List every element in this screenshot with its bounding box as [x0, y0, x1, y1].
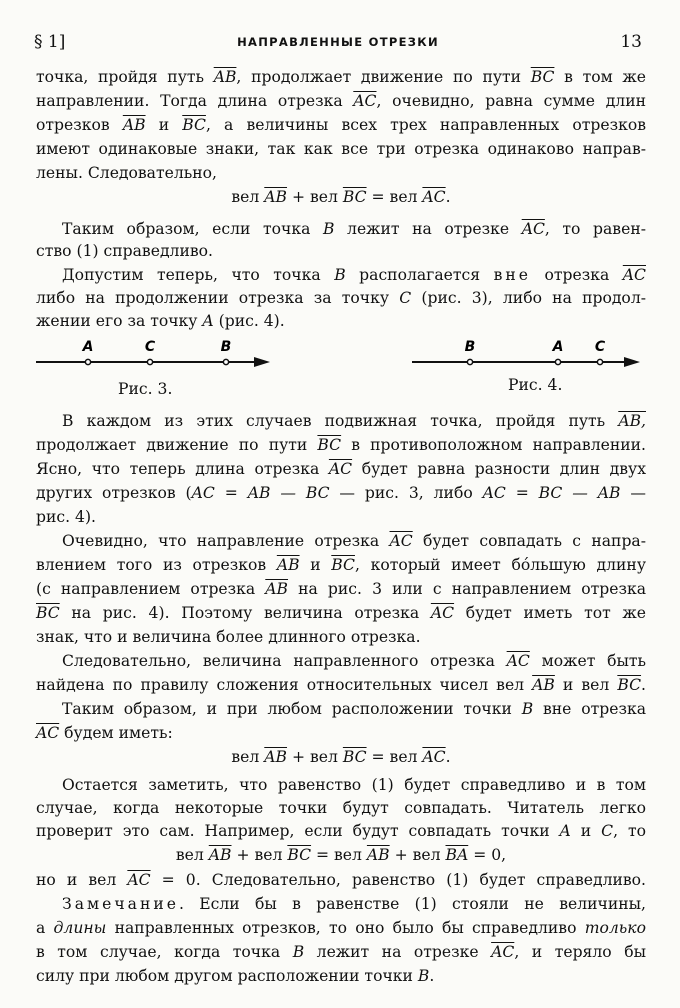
text-line: лены. Следовательно, — [36, 164, 217, 182]
figure-4-caption: Рис. 4. — [508, 376, 563, 394]
point-marker — [555, 359, 560, 364]
point-label: C — [594, 339, 606, 355]
text-line: (с направлением отрезка $\overline{AB}$ на рис. 3 или с направлением отрезка — [36, 580, 646, 598]
text-line: ство (1) справедливо. — [36, 242, 213, 260]
point-label: C — [144, 339, 156, 355]
point-label: B — [220, 339, 232, 355]
text-line: проверит это сам. Например, если будут совпадать точки A и C, то — [36, 822, 646, 840]
text-line: Таким образом, и при любом расположении точки B вне отрезка — [62, 700, 646, 718]
formula-3: вел $\overline{AB}$ + вел $\overline{BC}$ = вел $\overline{AB}$ + вел $\overline{BA} = 0$, — [175, 846, 507, 864]
text-line: продолжает движение по пути $\overline{BC}$ в противоположном направлении. — [36, 436, 646, 454]
text-line: но и вел $\overline{AC} = 0$. Следовательно, равенство (1) будет справедливо. — [36, 871, 646, 889]
running-header — [22, 32, 654, 54]
text-line: в том случае, когда точка B лежит на отрезке $\overline{AC}$, и теряло бы — [36, 943, 646, 961]
figure-3-caption: Рис. 3. — [118, 380, 173, 398]
text-line: отрезков $\overline{AB}$ и $\overline{BC}$, а величины всех трех направленных отрезков — [36, 116, 647, 134]
formula-1: вел $\overline{AB}$ + вел $\overline{BC}$ = вел $\overline{AC}$. — [231, 188, 451, 206]
text-line: Допустим теперь, что точка B располагается вне отрезка $\overline{AC}$ — [62, 266, 646, 284]
text-line: знак, что и величина более длинного отрезка. — [36, 628, 421, 646]
text-line: Таким образом, если точка B лежит на отрезке $\overline{AC}$, то равен- — [62, 220, 646, 238]
point-marker — [597, 359, 602, 364]
text-line: влением того из отрезков $\overline{AB}$ и $\overline{BC}$, который имеет бóльшую длину — [36, 556, 646, 574]
text-line: Остается заметить, что равенство (1) будет справедливо и в том — [62, 776, 646, 794]
point-label: A — [82, 339, 94, 355]
running-title: НАПРАВЛЕННЫЕ ОТРЕЗКИ — [237, 35, 439, 49]
remark-line: Замечание. Если бы в равенстве (1) стояли не величины, — [62, 895, 646, 913]
text-line: направлении. Тогда длина отрезка $\overline{AC}$, очевидно, равна сумме длин — [36, 92, 646, 110]
page-number: 13 — [620, 32, 642, 52]
text-line: а длины направленных отрезков, то оно было бы справедливо только — [36, 919, 646, 937]
text-line: случае, когда некоторые точки будут совпадать. Читатель легко — [36, 799, 646, 817]
text-line: либо на продолжении отрезка за точку C (рис. 3), либо на продол- — [36, 289, 646, 307]
text-line: найдена по правилу сложения относительных чисел вел $\overline{AB}$ и вел $\overline{BC}$. — [36, 676, 646, 694]
text-line: точка, пройдя путь $\overline{AB}$, продолжает движение по пути $\overline{BC}$ в том же — [36, 68, 646, 86]
text-line: рис. 4). — [36, 508, 96, 526]
text-line: Ясно, что теперь длина отрезка $\overline{AC}$ будет равна разности длин двух — [36, 460, 646, 478]
text-line: жении его за точку A (рис. 4). — [36, 312, 285, 330]
text-line: имеют одинаковые знаки, так как все три отрезка одинаково направ- — [36, 140, 646, 158]
text-line: В каждом из этих случаев подвижная точка, пройдя путь AB, — [62, 412, 646, 430]
arrow-head — [624, 357, 640, 367]
text-line: Очевидно, что направление отрезка $\overline{AC}$ будет совпадать с напра- — [62, 532, 646, 550]
text-line: других отрезков (AC = AB — BC — рис. 3, либо AC = BC — AB — — [36, 484, 646, 502]
text-line: $\overline{BC}$ на рис. 4). Поэтому величина отрезка $\overline{AC}$ будет иметь тот же — [36, 604, 646, 622]
point-marker — [85, 359, 90, 364]
arrow-head — [254, 357, 270, 367]
point-label: B — [464, 339, 476, 355]
point-label: A — [552, 339, 564, 355]
text-line: $\overline{AC}$ будем иметь: — [36, 724, 173, 742]
text-line: силу при любом другом расположении точки B. — [36, 967, 435, 985]
point-marker — [147, 359, 152, 364]
figure-4-diagram — [412, 334, 648, 374]
point-marker — [223, 359, 228, 364]
figure-3-diagram — [36, 334, 276, 374]
figure-4 — [412, 334, 648, 374]
text-line: Следовательно, величина направленного отрезка $\overline{AC}$ может быть — [62, 652, 646, 670]
figure-3 — [36, 334, 276, 374]
section-marker: § 1] — [34, 32, 66, 52]
point-marker — [467, 359, 472, 364]
formula-2: вел $\overline{AB}$ + вел $\overline{BC}$ = вел $\overline{AC}$. — [231, 748, 451, 766]
